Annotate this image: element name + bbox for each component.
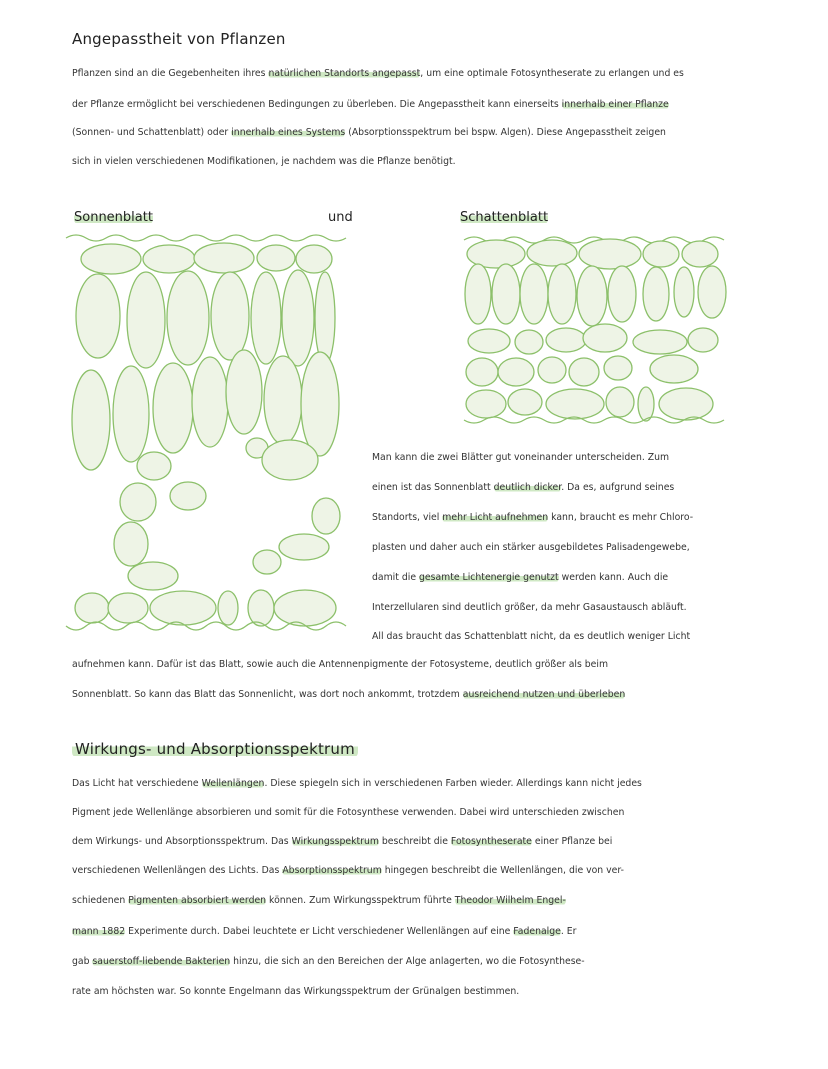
highlighted-term: Fotosyntheserate [450, 836, 532, 847]
text-segment: werden kann. Auch die [558, 572, 669, 583]
palisade-cell [211, 272, 249, 360]
palisade-cell [113, 366, 149, 462]
text-segment: hinzu, die sich an den Bereichen der Alge anlagerten, wo die Fotosynthese- [230, 956, 585, 967]
epidermis-cell [659, 388, 713, 420]
highlighted-term: Wellenlängen [201, 778, 265, 789]
highlighted-term: ausreichend nutzen und überleben [462, 689, 626, 700]
text-line [72, 157, 456, 166]
text-line [372, 483, 674, 492]
palisade-cell [465, 264, 491, 324]
highlighted-term: Theodor Wilhelm Engel- [454, 895, 566, 906]
page-title: Angepasstheit von Pflanzen [72, 30, 286, 48]
text-line [72, 660, 608, 669]
text-line [372, 543, 690, 552]
highlighted-term: deutlich dicker [493, 482, 562, 493]
text-segment: All das braucht das Schattenblatt nicht, da es deutlich weniger Licht [372, 631, 691, 642]
highlighted-term: Wirkungsspektrum [291, 836, 379, 847]
text-segment: dem Wirkungs- und Absorptionsspektrum. Das [72, 836, 292, 847]
epidermis-cell [527, 240, 577, 266]
epidermis-cell [150, 591, 216, 625]
epidermis-cell [643, 241, 679, 267]
text-segment: aufnehmen kann. Dafür ist das Blatt, sowie auch die Antennenpigmente der Fotosysteme, deutlich größer als beim [72, 659, 609, 670]
text-segment: beschreibt die [378, 836, 451, 847]
epidermis-cell [81, 244, 141, 274]
palisade-cell [548, 264, 576, 324]
palisade-cell [608, 266, 636, 322]
palisade-cell [315, 272, 335, 364]
text-segment: einen ist das Sonnenblatt [372, 482, 494, 493]
palisade-cell [282, 270, 314, 366]
text-line [72, 896, 566, 905]
text-line [372, 632, 690, 641]
and-label: und [328, 210, 353, 225]
highlighted-term: Pigmenten absorbiert werden [128, 895, 267, 906]
sponge-cell [468, 329, 510, 353]
text-line [72, 837, 612, 846]
text-segment: (Absorptionsspektrum bei bspw. Algen). Diese Angepasstheit zeigen [345, 127, 666, 138]
text-line [372, 513, 693, 522]
epidermis-cell [194, 243, 254, 273]
highlighted-term: sauerstoff-liebende Bakterien [92, 956, 231, 967]
sponge-cell [515, 330, 543, 354]
palisade-cell [520, 264, 548, 324]
text-line [372, 603, 687, 612]
epidermis-cell [638, 387, 654, 421]
text-segment: , um eine optimale Fotosyntheserate zu erlangen und es [420, 68, 684, 79]
text-line [72, 957, 585, 966]
epidermis-cell [296, 245, 332, 273]
epidermis-cell [546, 389, 604, 419]
sponge-cell [633, 330, 687, 354]
sponge-cell [583, 324, 627, 352]
palisade-cell [167, 271, 209, 365]
text-segment: kann, braucht es mehr Chloro- [548, 512, 694, 523]
highlighted-term: natürlichen Standorts angepasst [268, 68, 421, 79]
sun-leaf-drawing [64, 232, 354, 640]
palisade-cell [577, 266, 607, 326]
text-line [72, 927, 577, 936]
text-line [72, 100, 669, 109]
text-segment: gab [72, 956, 93, 967]
sun-leaf-label: Sonnenblatt [74, 210, 153, 225]
epidermis-cell [274, 590, 336, 626]
highlighted-term: Fadenalge [513, 926, 561, 937]
text-segment: rate am höchsten war. So konnte Engelmann das Wirkungsspektrum der Grünalgen bestimmen. [72, 986, 520, 997]
palisade-cell [153, 363, 193, 453]
text-segment: Interzellularen sind deutlich größer, da mehr Gasaustausch abläuft. [372, 602, 687, 613]
palisade-cell [698, 266, 726, 318]
sponge-cell [688, 328, 718, 352]
text-segment: schiedenen [72, 895, 129, 906]
palisade-cell [72, 370, 110, 470]
text-segment: Man kann die zwei Blätter gut voneinander unterscheiden. Zum [372, 452, 670, 463]
text-segment: Pigment jede Wellenlänge absorbieren und somit für die Fotosynthese verwenden. Dabei wird unterschieden zwischen [72, 807, 625, 818]
palisade-cell [492, 264, 520, 324]
text-line [72, 690, 625, 699]
epidermis-cell [606, 387, 634, 417]
epidermis-cell [218, 591, 238, 625]
shade-leaf-label: Schattenblatt [460, 210, 549, 225]
text-segment: Sonnenblatt. So kann das Blatt das Sonnenlicht, was dort noch ankommt, trotzdem [72, 689, 463, 700]
highlighted-term: gesamte Lichtenergie genutzt [419, 572, 559, 583]
highlighted-term: mann 1882 [72, 926, 126, 937]
text-line [372, 453, 669, 462]
shade-leaf-drawing [460, 232, 730, 432]
epidermis-cell [682, 241, 718, 267]
text-segment: verschiedenen Wellenlängen des Lichts. Das [72, 865, 283, 876]
text-segment: . Er [560, 926, 577, 937]
sponge-cell [312, 498, 340, 534]
palisade-cell [192, 357, 228, 447]
section2-title: Wirkungs- und Absorptionsspektrum [72, 740, 358, 758]
highlighted-term: mehr Licht aufnehmen [442, 512, 549, 523]
palisade-cell [76, 274, 120, 358]
text-segment: einer Pflanze bei [531, 836, 613, 847]
palisade-cell [127, 272, 165, 368]
palisade-cell [251, 272, 281, 364]
sponge-cell [546, 328, 586, 352]
epidermis-cell [108, 593, 148, 623]
text-line [72, 69, 684, 78]
text-line [72, 808, 624, 817]
sponge-cell [279, 534, 329, 560]
sponge-cell [253, 550, 281, 574]
sponge-cell [466, 358, 498, 386]
sponge-cell [114, 522, 148, 566]
text-line [72, 779, 642, 788]
sponge-cell [120, 483, 156, 521]
sponge-cell [128, 562, 178, 590]
sponge-cell [170, 482, 206, 510]
palisade-cell [301, 352, 339, 456]
text-line [72, 866, 624, 875]
text-segment: können. Zum Wirkungsspektrum führte [266, 895, 455, 906]
upper-epidermis-outline [66, 235, 346, 241]
epidermis-cell [466, 390, 506, 418]
text-segment: Pflanzen sind an die Gegebenheiten ihres [72, 68, 269, 79]
text-segment: Experimente durch. Dabei leuchtete er Licht verschiedener Wellenlängen auf eine [125, 926, 514, 937]
text-segment: Das Licht hat verschiedene [72, 778, 202, 789]
sponge-cell [498, 358, 534, 386]
text-segment: plasten und daher auch ein stärker ausgebildetes Palisadengewebe, [372, 542, 690, 553]
text-segment: hingegen beschreibt die Wellenlängen, die von ver- [381, 865, 624, 876]
palisade-cell [674, 267, 694, 317]
sponge-cell [604, 356, 632, 380]
palisade-cell [264, 356, 302, 444]
text-line [72, 128, 666, 137]
palisade-cell [643, 267, 669, 321]
epidermis-cell [143, 245, 195, 273]
highlighted-term: innerhalb eines Systems [231, 127, 346, 138]
text-segment: der Pflanze ermöglicht bei verschiedenen Bedingungen zu überleben. Die Angepasstheit kann einerseits [72, 99, 562, 110]
highlighted-term: Absorptionsspektrum [282, 865, 382, 876]
epidermis-cell [508, 389, 542, 415]
highlighted-term: innerhalb einer Pflanze [561, 99, 669, 110]
sponge-cell [538, 357, 566, 383]
text-segment: . Diese spiegeln sich in verschiedenen Farben wieder. Allerdings kann nicht jedes [264, 778, 642, 789]
text-segment: damit die [372, 572, 419, 583]
epidermis-cell [248, 590, 274, 626]
text-segment: . Da es, aufgrund seines [561, 482, 675, 493]
sponge-cell [569, 358, 599, 386]
sponge-cell [137, 452, 171, 480]
palisade-cell [226, 350, 262, 434]
epidermis-cell [579, 239, 641, 269]
text-segment: sich in vielen verschiedenen Modifikationen, je nachdem was die Pflanze benötigt. [72, 156, 456, 167]
epidermis-cell [257, 245, 295, 271]
epidermis-cell [75, 593, 109, 623]
sponge-cell [262, 440, 318, 480]
text-line [372, 573, 668, 582]
sponge-cell [650, 355, 698, 383]
text-segment: (Sonnen- und Schattenblatt) oder [72, 127, 232, 138]
text-segment: Standorts, viel [372, 512, 443, 523]
text-line [72, 987, 519, 996]
